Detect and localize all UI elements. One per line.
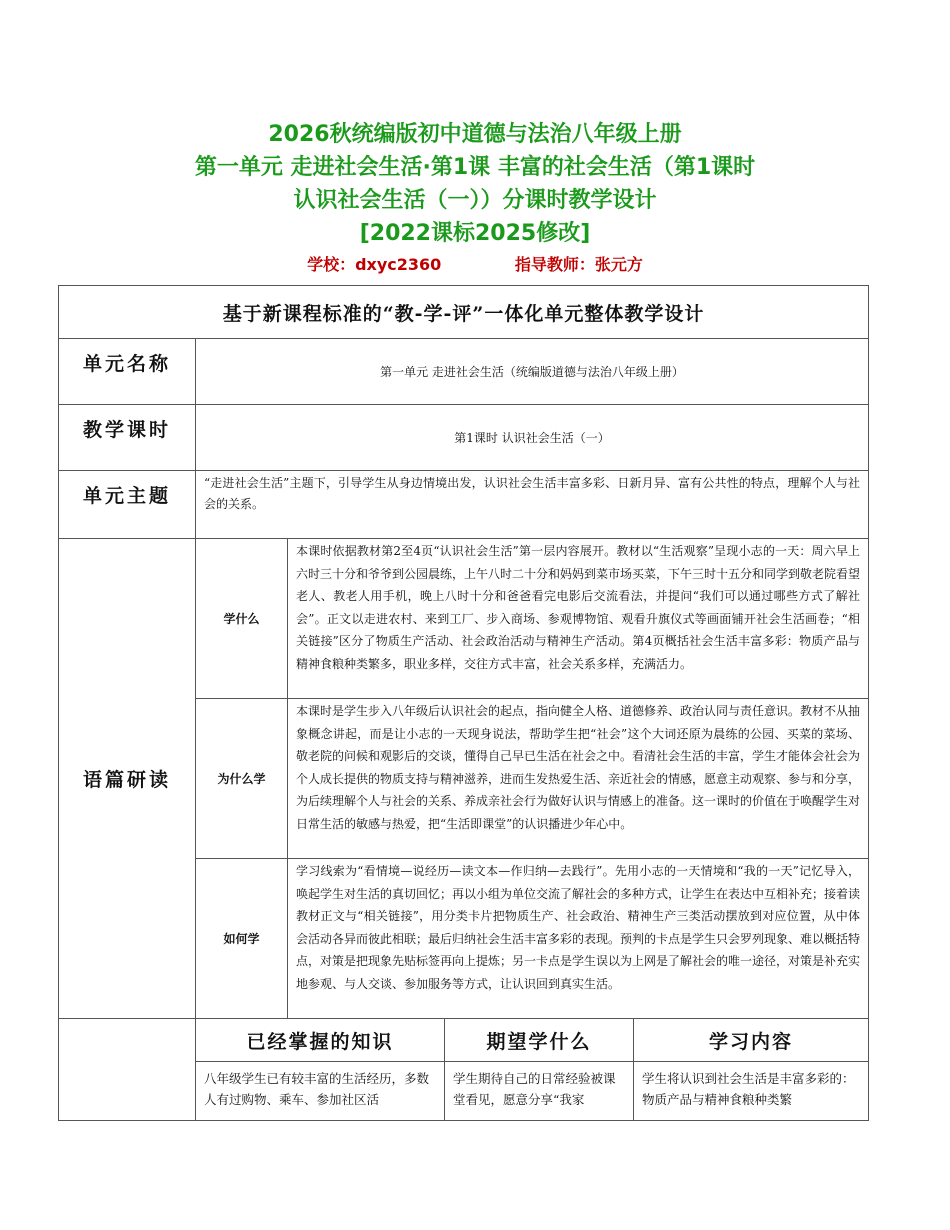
- how-text: 学习线索为“看情境—说经历—读文本—作归纳—去践行”。先用小志的一天情境和“我的一天”记忆导入，唤起学生对生活的真切回忆；再以小组为单位交流了解社会的多种方式，让学生在表达中互相补充；接着读教材正文与“相关链接”，用分类卡片把物质生产、社会政治、精神生产三类活动摆放到对应位置，从中体会活动各异而彼此相联；最后归纳社会生活丰富多彩的表现。预判的卡点是学生只会罗列现象、难以概括特点，对策是把现象先贴标签再向上提炼；另一卡点是学生误以为上网是了解社会的唯一途径，对策是补充实地参观、与人交谈、参加服务等方式，让认识回到真实生活。: [288, 859, 869, 1019]
- expect-cell: [445, 1062, 634, 1121]
- study-label: 语篇研读: [59, 539, 196, 1019]
- expect-text: 学生期待自己的日常经验被课堂看见，愿意分享“我家: [453, 1071, 616, 1107]
- unit-name-value: 第一单元 走进社会生活（统编版道德与法治八年级上册）: [196, 339, 869, 405]
- what-label: 学什么: [196, 539, 288, 699]
- known-text: 八年级学生已有较丰富的生活经历，多数人有过购物、乘车、参加社区活: [204, 1071, 430, 1107]
- empty-left-cell: [59, 1019, 196, 1121]
- title-line-1: 2026秋统编版初中道德与法治八年级上册: [268, 122, 682, 147]
- table-banner: 基于新课程标准的“教-学-评”一体化单元整体教学设计: [59, 286, 869, 339]
- col-known-header: 已经掌握的知识: [196, 1019, 445, 1062]
- col-expect-header: 期望学什么: [445, 1019, 634, 1062]
- col-content-header: 学习内容: [634, 1019, 869, 1062]
- content-text: 学生将认识到社会生活是丰富多彩的：物质产品与精神食粮种类繁: [642, 1071, 855, 1107]
- title-line-4: [2022课标2025修改]: [359, 221, 591, 246]
- content-cell: [634, 1062, 869, 1121]
- known-cell: [196, 1062, 445, 1121]
- theme-label: 单元主题: [59, 471, 196, 539]
- how-label: 如何学: [196, 859, 288, 1019]
- title-line-2: 第一单元 走进社会生活·第1课 丰富的社会生活（第1课时: [194, 155, 756, 180]
- unit-name-label: 单元名称: [59, 339, 196, 405]
- theme-value: “走进社会生活”主题下，引导学生从身边情境出发，认识社会生活丰富多彩、日新月异、富有公共性的特点，理解个人与社会的关系。: [196, 471, 869, 539]
- why-text: 本课时是学生步入八年级后认识社会的起点，指向健全人格、道德修养、政治认同与责任意识。教材不从抽象概念讲起，而是让小志的一天现身说法，帮助学生把“社会”这个大词还原为晨练的公园、买菜的菜场、敬老院的问候和观影后的交谈，懂得自己早已生活在社会之中。看清社会生活的丰富，学生才能体会社会为个人成长提供的物质支持与精神滋养，进而生发热爱生活、亲近社会的情感，愿意主动观察、参与和分享，为后续理解个人与社会的关系、养成亲社会行为做好认识与情感上的准备。这一课时的价值在于唤醒学生对日常生活的敏感与热爱，把“生活即课堂”的认识播进少年心中。: [288, 699, 869, 859]
- title-line-3: 认识社会生活（一））分课时教学设计: [293, 188, 657, 213]
- lesson-value: 第1课时 认识社会生活（一）: [196, 405, 869, 471]
- school-label: 学校：dxyc2360: [307, 255, 442, 274]
- design-table: [58, 285, 869, 1121]
- why-label: 为什么学: [196, 699, 288, 859]
- teacher-label: 指导教师：张元方: [514, 255, 643, 274]
- document-header: [0, 118, 950, 278]
- what-text: 本课时依据教材第2至4页“认识社会生活”第一层内容展开。教材以“生活观察”呈现小志的一天：周六早上六时三十分和爷爷到公园晨练，上午八时二十分和妈妈到菜市场买菜，下午三时十五分和同学到敬老院看望老人、教老人用手机，晚上八时十分和爸爸看完电影后交流看法，并提问“我们可以通过哪些方式了解社会”。正文以走进农村、来到工厂、步入商场、参观博物馆、观看升旗仪式等画面铺开社会生活画卷；“相关链接”区分了物质生产活动、社会政治活动与精神生产活动。第4页概括社会生活丰富多彩：物质产品与精神食粮种类繁多，职业多样，交往方式丰富，社会关系多样，充满活力。: [288, 539, 869, 699]
- school-teacher-line: [0, 252, 950, 278]
- lesson-label: 教学课时: [59, 405, 196, 471]
